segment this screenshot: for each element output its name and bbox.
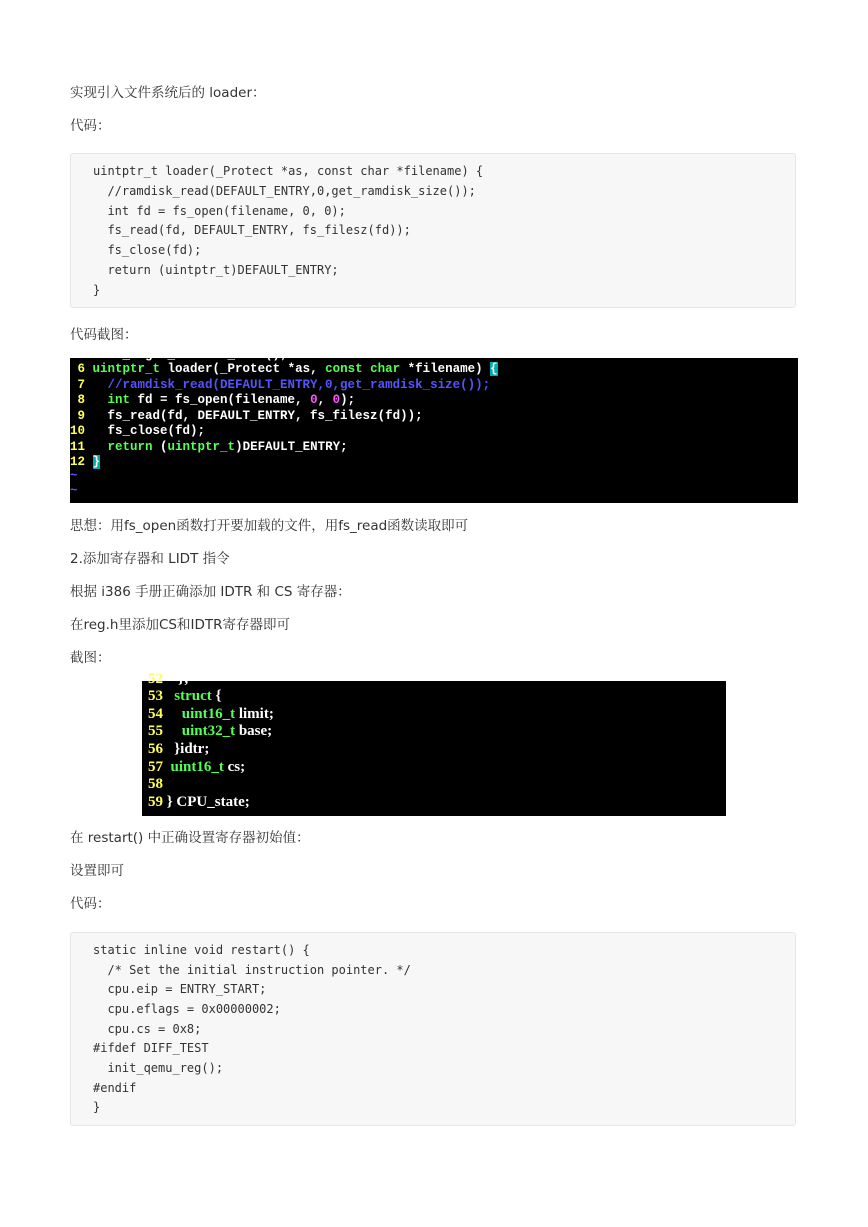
code-line: cpu.cs = 0x8; xyxy=(93,1022,202,1036)
code-line: return (uintptr_t)DEFAULT_ENTRY; xyxy=(93,263,339,277)
terminal-line: 58 xyxy=(148,776,163,792)
code-line: #ifdef DIFF_TEST xyxy=(93,1041,209,1055)
restart-answer-text: 设置即可 xyxy=(70,863,124,879)
answer-text: 在reg.h里添加CS和IDTR寄存器即可 xyxy=(70,617,290,633)
code-line: /* Set the initial instruction pointer. */ xyxy=(93,963,411,977)
code-label: 代码： xyxy=(70,118,111,134)
screenshot-label: 截图： xyxy=(70,650,111,666)
terminal-line: 6 uintptr_t loader(_Protect *as, const char *filename) { xyxy=(70,362,498,376)
terminal-line: 56 }idtr; xyxy=(148,741,210,757)
code-line: uintptr_t loader(_Protect *as, const char *filename) { xyxy=(93,164,484,178)
terminal-line: 7 //ramdisk_read(DEFAULT_ENTRY,0,get_ramdisk_size()); xyxy=(70,377,491,392)
terminal-cut-line: 5 size_t get_ramdisk_size(); xyxy=(70,348,288,362)
code-line: cpu.eflags = 0x00000002; xyxy=(93,1002,281,1016)
terminal-line: 59 } CPU_state; xyxy=(148,794,250,810)
terminal-line: 11 return (uintptr_t)DEFAULT_ENTRY; xyxy=(70,439,348,454)
idea-text: 思想：用fs_open函数打开要加载的文件，用fs_read函数读取即可 xyxy=(70,518,469,534)
screenshot-label: 代码截图： xyxy=(70,327,138,343)
task-text: 根据 i386 手册正确添加 IDTR 和 CS 寄存器： xyxy=(70,584,351,600)
code-line: } xyxy=(93,283,101,297)
terminal-line: 54 uint16_t limit; xyxy=(148,706,274,722)
code-label: 代码： xyxy=(70,896,111,912)
code-line: static inline void restart() { xyxy=(93,943,310,957)
code-block-restart xyxy=(70,932,796,1126)
code-line: } xyxy=(93,1100,101,1114)
code-block-loader xyxy=(70,153,796,308)
terminal-screenshot-reg xyxy=(142,671,726,816)
terminal-line: 8 int fd = fs_open(filename, 0, 0); xyxy=(70,393,356,407)
terminal-line: 9 fs_read(fd, DEFAULT_ENTRY, fs_filesz(fd)); xyxy=(70,408,423,423)
code-line: //ramdisk_read(DEFAULT_ENTRY,0,get_ramdisk_size()); xyxy=(93,184,476,198)
terminal-tilde: ~ xyxy=(70,484,78,498)
terminal-tilde: ~ xyxy=(70,469,78,483)
terminal-line: 53 struct { xyxy=(148,688,222,704)
terminal-line: 12 } xyxy=(70,455,101,469)
terminal-line: 57 uint16_t cs; xyxy=(148,759,246,775)
code-line: init_qemu_reg(); xyxy=(93,1061,224,1075)
code-line: fs_read(fd, DEFAULT_ENTRY, fs_filesz(fd)); xyxy=(93,223,411,237)
code-line: #endif xyxy=(93,1081,137,1095)
terminal-line: 10 fs_close(fd); xyxy=(70,424,206,438)
terminal-screenshot-loader xyxy=(70,348,798,503)
code-line: cpu.eip = ENTRY_START; xyxy=(93,982,267,996)
section-heading: 2.添加寄存器和 LIDT 指令 xyxy=(70,551,230,567)
code-line: int fd = fs_open(filename, 0, 0); xyxy=(93,204,346,218)
terminal-cut-line: 52 }; xyxy=(148,671,189,687)
code-line: fs_close(fd); xyxy=(93,243,202,257)
intro-text: 实现引入文件系统后的 loader： xyxy=(70,85,266,101)
terminal-line: 55 uint32_t base; xyxy=(148,723,273,739)
restart-task-text: 在 restart() 中正确设置寄存器初始值： xyxy=(70,830,310,846)
